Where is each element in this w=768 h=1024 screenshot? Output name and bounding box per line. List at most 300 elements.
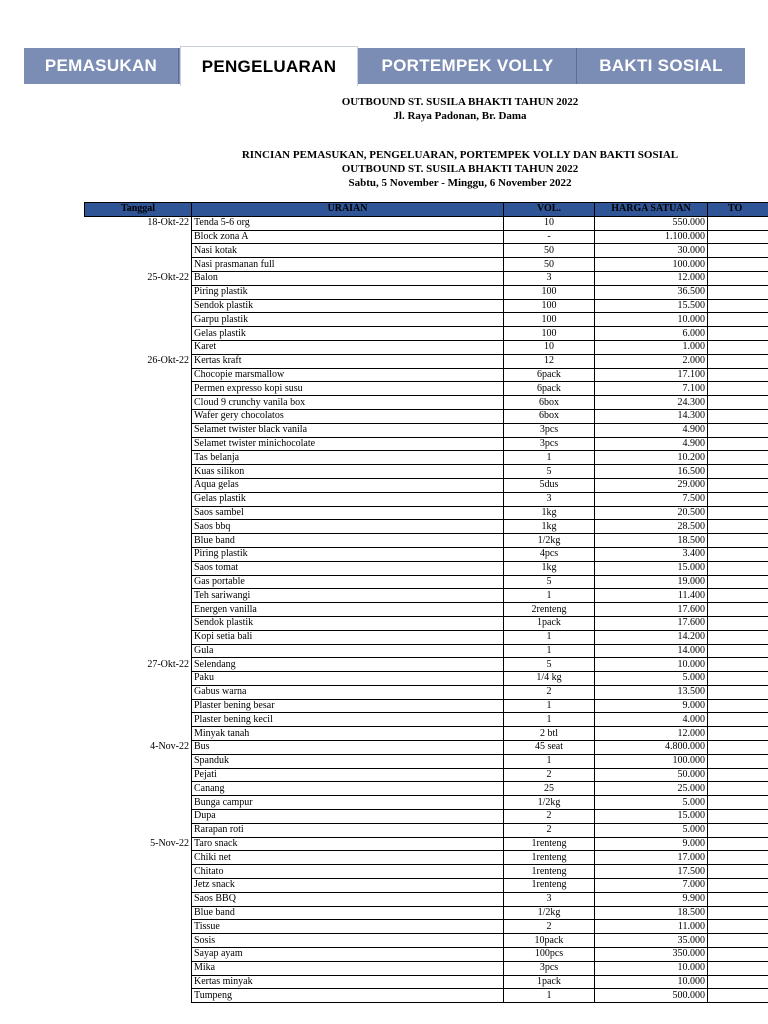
cell-description[interactable]: Mika — [192, 961, 504, 975]
cell-unit-price[interactable]: 9.900 — [595, 892, 708, 906]
cell-total[interactable] — [708, 258, 768, 272]
cell-date[interactable] — [85, 796, 192, 810]
cell-total[interactable] — [708, 768, 768, 782]
cell-total[interactable] — [708, 520, 768, 534]
cell-total[interactable] — [708, 589, 768, 603]
cell-description[interactable]: Spanduk — [192, 754, 504, 768]
cell-description[interactable]: Block zona A — [192, 230, 504, 244]
cell-volume[interactable]: 1 — [504, 589, 595, 603]
cell-total[interactable] — [708, 465, 768, 479]
cell-total[interactable] — [708, 948, 768, 962]
cell-total[interactable] — [708, 506, 768, 520]
cell-volume[interactable]: - — [504, 230, 595, 244]
cell-volume[interactable]: 1kg — [504, 506, 595, 520]
cell-total[interactable] — [708, 989, 768, 1003]
cell-date[interactable] — [85, 589, 192, 603]
cell-total[interactable] — [708, 754, 768, 768]
cell-description[interactable]: Energen vanilla — [192, 603, 504, 617]
cell-unit-price[interactable]: 6.000 — [595, 327, 708, 341]
cell-unit-price[interactable]: 1.000 — [595, 340, 708, 354]
cell-unit-price[interactable]: 10.000 — [595, 313, 708, 327]
cell-description[interactable]: Blue band — [192, 534, 504, 548]
cell-description[interactable]: Saos bbq — [192, 520, 504, 534]
cell-unit-price[interactable]: 17.000 — [595, 851, 708, 865]
cell-volume[interactable]: 1kg — [504, 520, 595, 534]
cell-description[interactable]: Bunga campur — [192, 796, 504, 810]
table-row — [85, 920, 768, 934]
tab-pemasukan[interactable]: PEMASUKAN — [24, 48, 179, 84]
table-row — [85, 451, 768, 465]
cell-volume[interactable]: 100 — [504, 285, 595, 299]
cell-total[interactable] — [708, 906, 768, 920]
cell-description[interactable]: Saos sambel — [192, 506, 504, 520]
cell-unit-price[interactable]: 7.100 — [595, 382, 708, 396]
cell-unit-price[interactable]: 29.000 — [595, 478, 708, 492]
cell-unit-price[interactable]: 12.000 — [595, 727, 708, 741]
table-row — [85, 768, 768, 782]
cell-total[interactable] — [708, 837, 768, 851]
cell-total[interactable] — [708, 672, 768, 686]
cell-description[interactable]: Saos tomat — [192, 561, 504, 575]
cell-description[interactable]: Sosis — [192, 934, 504, 948]
cell-description[interactable]: Gas portable — [192, 575, 504, 589]
cell-total[interactable] — [708, 934, 768, 948]
cell-date[interactable] — [85, 892, 192, 906]
cell-volume[interactable]: 3pcs — [504, 437, 595, 451]
cell-unit-price[interactable]: 17.500 — [595, 865, 708, 879]
table-row — [85, 561, 768, 575]
cell-unit-price[interactable]: 15.500 — [595, 299, 708, 313]
cell-volume[interactable]: 2 btl — [504, 727, 595, 741]
cell-unit-price[interactable]: 4.800.000 — [595, 741, 708, 755]
cell-volume[interactable]: 2 — [504, 810, 595, 824]
cell-volume[interactable]: 1 — [504, 713, 595, 727]
cell-date[interactable] — [85, 575, 192, 589]
cell-total[interactable] — [708, 271, 768, 285]
cell-total[interactable] — [708, 713, 768, 727]
cell-description[interactable]: Chocopie marsmallow — [192, 368, 504, 382]
cell-description[interactable]: Rarapan roti — [192, 823, 504, 837]
cell-unit-price[interactable]: 17.600 — [595, 603, 708, 617]
cell-description[interactable]: Tissue — [192, 920, 504, 934]
cell-total[interactable] — [708, 327, 768, 341]
cell-total[interactable] — [708, 437, 768, 451]
cell-unit-price[interactable]: 18.500 — [595, 534, 708, 548]
cell-total[interactable] — [708, 409, 768, 423]
cell-description[interactable]: Pejati — [192, 768, 504, 782]
cell-date[interactable] — [85, 285, 192, 299]
cell-date[interactable] — [85, 851, 192, 865]
cell-date[interactable] — [85, 672, 192, 686]
cell-description[interactable]: Selamet twister black vanila — [192, 423, 504, 437]
cell-date[interactable] — [85, 244, 192, 258]
table-row — [85, 906, 768, 920]
cell-date[interactable]: 4-Nov-22 — [150, 741, 189, 753]
cell-unit-price[interactable]: 11.000 — [595, 920, 708, 934]
cell-total[interactable] — [708, 727, 768, 741]
cell-unit-price[interactable]: 18.500 — [595, 906, 708, 920]
cell-unit-price[interactable]: 5.000 — [595, 796, 708, 810]
cell-date[interactable] — [85, 782, 192, 796]
cell-description[interactable]: Kertas kraft — [192, 354, 504, 368]
cell-unit-price[interactable]: 16.500 — [595, 465, 708, 479]
cell-description[interactable]: Gelas plastik — [192, 327, 504, 341]
cell-unit-price[interactable]: 5.000 — [595, 672, 708, 686]
cell-volume[interactable]: 1renteng — [504, 851, 595, 865]
table-row — [85, 216, 768, 230]
tab-portempek-volly[interactable]: PORTEMPEK VOLLY — [359, 48, 577, 84]
cell-unit-price[interactable]: 30.000 — [595, 244, 708, 258]
cell-volume[interactable]: 5 — [504, 575, 595, 589]
cell-date[interactable] — [85, 879, 192, 893]
cell-description[interactable]: Taro snack — [192, 837, 504, 851]
cell-volume[interactable]: 2 — [504, 685, 595, 699]
cell-unit-price[interactable]: 4.900 — [595, 437, 708, 451]
cell-date[interactable] — [85, 327, 192, 341]
cell-total[interactable] — [708, 299, 768, 313]
cell-total[interactable] — [708, 534, 768, 548]
cell-volume[interactable]: 100 — [504, 299, 595, 313]
cell-date[interactable] — [85, 754, 192, 768]
cell-volume[interactable]: 1 — [504, 630, 595, 644]
cell-unit-price[interactable]: 28.500 — [595, 520, 708, 534]
cell-description[interactable]: Piring plastik — [192, 285, 504, 299]
cell-total[interactable] — [708, 575, 768, 589]
cell-volume[interactable]: 10 — [504, 216, 595, 230]
table-row — [85, 589, 768, 603]
cell-volume[interactable]: 5 — [504, 465, 595, 479]
cell-unit-price[interactable]: 9.000 — [595, 699, 708, 713]
cell-description[interactable]: Wafer gery chocolatos — [192, 409, 504, 423]
cell-volume[interactable]: 1 — [504, 754, 595, 768]
cell-description[interactable]: Kertas minyak — [192, 975, 504, 989]
cell-volume[interactable]: 50 — [504, 244, 595, 258]
cell-total[interactable] — [708, 685, 768, 699]
cell-volume[interactable]: 1/4 kg — [504, 672, 595, 686]
cell-unit-price[interactable]: 24.300 — [595, 396, 708, 410]
cell-total[interactable] — [708, 630, 768, 644]
cell-description[interactable]: Gula — [192, 644, 504, 658]
cell-volume[interactable]: 4pcs — [504, 547, 595, 561]
cell-date[interactable] — [85, 865, 192, 879]
cell-date[interactable] — [85, 975, 192, 989]
cell-description[interactable]: Permen expresso kopi susu — [192, 382, 504, 396]
cell-description[interactable]: Gelas plastik — [192, 492, 504, 506]
cell-description[interactable]: Selamet twister minichocolate — [192, 437, 504, 451]
cell-unit-price[interactable]: 36.500 — [595, 285, 708, 299]
cell-description[interactable]: Tumpeng — [192, 989, 504, 1003]
cell-unit-price[interactable]: 17.100 — [595, 368, 708, 382]
tab-bakti-sosial[interactable]: BAKTI SOSIAL — [599, 56, 723, 75]
cell-total[interactable] — [708, 810, 768, 824]
cell-date[interactable] — [85, 492, 192, 506]
cell-total[interactable] — [708, 865, 768, 879]
cell-volume[interactable]: 2 — [504, 920, 595, 934]
cell-unit-price[interactable]: 15.000 — [595, 561, 708, 575]
cell-date[interactable] — [85, 934, 192, 948]
cell-date[interactable] — [85, 506, 192, 520]
cell-volume[interactable]: 6pack — [504, 368, 595, 382]
cell-total[interactable] — [708, 451, 768, 465]
cell-total[interactable] — [708, 975, 768, 989]
cell-date[interactable] — [85, 644, 192, 658]
cell-volume[interactable]: 10 — [504, 340, 595, 354]
table-row — [85, 644, 768, 658]
cell-total[interactable] — [708, 741, 768, 755]
cell-description[interactable]: Blue band — [192, 906, 504, 920]
cell-date[interactable] — [85, 920, 192, 934]
cell-volume[interactable]: 1/2kg — [504, 534, 595, 548]
cell-description[interactable]: Garpu plastik — [192, 313, 504, 327]
cell-total[interactable] — [708, 561, 768, 575]
cell-description[interactable]: Cloud 9 crunchy vanila box — [192, 396, 504, 410]
cell-date[interactable] — [85, 810, 192, 824]
cell-total[interactable] — [708, 368, 768, 382]
cell-total[interactable] — [708, 423, 768, 437]
cell-unit-price[interactable]: 12.000 — [595, 271, 708, 285]
cell-description[interactable]: Sendok plastik — [192, 616, 504, 630]
cell-date[interactable] — [85, 547, 192, 561]
cell-description[interactable]: Tas belanja — [192, 451, 504, 465]
cell-description[interactable]: Kuas silikon — [192, 465, 504, 479]
cell-unit-price[interactable]: 350.000 — [595, 948, 708, 962]
cell-total[interactable] — [708, 920, 768, 934]
cell-unit-price[interactable]: 19.000 — [595, 575, 708, 589]
cell-date[interactable] — [85, 299, 192, 313]
cell-date[interactable] — [85, 340, 192, 354]
cell-date[interactable] — [85, 961, 192, 975]
cell-unit-price[interactable]: 11.400 — [595, 589, 708, 603]
cell-total[interactable] — [708, 823, 768, 837]
cell-unit-price[interactable]: 7.000 — [595, 879, 708, 893]
cell-volume[interactable]: 1/2kg — [504, 906, 595, 920]
cell-date[interactable]: 27-Okt-22 — [147, 658, 189, 670]
cell-unit-price[interactable]: 500.000 — [595, 989, 708, 1003]
cell-unit-price[interactable]: 17.600 — [595, 616, 708, 630]
cell-date[interactable] — [85, 368, 192, 382]
cell-total[interactable] — [708, 851, 768, 865]
cell-volume[interactable]: 12 — [504, 354, 595, 368]
table-row — [85, 975, 768, 989]
cell-volume[interactable]: 1 — [504, 451, 595, 465]
cell-volume[interactable]: 10pack — [504, 934, 595, 948]
cell-volume[interactable]: 1 — [504, 699, 595, 713]
cell-unit-price[interactable]: 100.000 — [595, 754, 708, 768]
cell-unit-price[interactable]: 14.200 — [595, 630, 708, 644]
cell-unit-price[interactable]: 550.000 — [595, 216, 708, 230]
cell-description[interactable]: Teh sariwangi — [192, 589, 504, 603]
cell-date[interactable] — [85, 630, 192, 644]
cell-total[interactable] — [708, 492, 768, 506]
cell-description[interactable]: Nasi kotak — [192, 244, 504, 258]
cell-description[interactable]: Piring plastik — [192, 547, 504, 561]
cell-volume[interactable]: 25 — [504, 782, 595, 796]
cell-unit-price[interactable]: 10.200 — [595, 451, 708, 465]
cell-volume[interactable]: 1/2kg — [504, 796, 595, 810]
cell-volume[interactable]: 50 — [504, 258, 595, 272]
cell-volume[interactable]: 1renteng — [504, 865, 595, 879]
cell-date[interactable] — [85, 727, 192, 741]
cell-unit-price[interactable]: 5.000 — [595, 823, 708, 837]
table-row — [85, 285, 768, 299]
cell-description[interactable]: Plaster bening kecil — [192, 713, 504, 727]
cell-unit-price[interactable]: 3.400 — [595, 547, 708, 561]
cell-total[interactable] — [708, 796, 768, 810]
cell-total[interactable] — [708, 230, 768, 244]
cell-unit-price[interactable]: 10.000 — [595, 961, 708, 975]
cell-description[interactable]: Plaster bening besar — [192, 699, 504, 713]
cell-date[interactable] — [85, 230, 192, 244]
cell-date[interactable] — [85, 409, 192, 423]
cell-description[interactable]: Aqua gelas — [192, 478, 504, 492]
cell-volume[interactable]: 6pack — [504, 382, 595, 396]
cell-date[interactable] — [85, 823, 192, 837]
cell-description[interactable]: Balon — [192, 271, 504, 285]
cell-total[interactable] — [708, 879, 768, 893]
cell-total[interactable] — [708, 603, 768, 617]
cell-unit-price[interactable]: 35.000 — [595, 934, 708, 948]
cell-description[interactable]: Paku — [192, 672, 504, 686]
cell-unit-price[interactable]: 13.500 — [595, 685, 708, 699]
cell-unit-price[interactable]: 4.000 — [595, 713, 708, 727]
cell-total[interactable] — [708, 644, 768, 658]
cell-description[interactable]: Gabus warna — [192, 685, 504, 699]
cell-unit-price[interactable]: 20.500 — [595, 506, 708, 520]
cell-date[interactable] — [85, 699, 192, 713]
cell-volume[interactable]: 1 — [504, 644, 595, 658]
cell-date[interactable] — [85, 534, 192, 548]
cell-unit-price[interactable]: 100.000 — [595, 258, 708, 272]
tab-pengeluaran[interactable]: PENGELUARAN — [180, 46, 358, 86]
cell-description[interactable]: Sayap ayam — [192, 948, 504, 962]
cell-unit-price[interactable]: 2.000 — [595, 354, 708, 368]
cell-unit-price[interactable]: 14.300 — [595, 409, 708, 423]
cell-total[interactable] — [708, 313, 768, 327]
cell-unit-price[interactable]: 25.000 — [595, 782, 708, 796]
cell-volume[interactable]: 2 — [504, 823, 595, 837]
cell-total[interactable] — [708, 699, 768, 713]
cell-description[interactable]: Kopi setia bali — [192, 630, 504, 644]
table-row — [85, 851, 768, 865]
cell-total[interactable] — [708, 244, 768, 258]
cell-description[interactable]: Sendok plastik — [192, 299, 504, 313]
cell-volume[interactable]: 2renteng — [504, 603, 595, 617]
cell-volume[interactable]: 45 seat — [504, 741, 595, 755]
cell-total[interactable] — [708, 340, 768, 354]
cell-total[interactable] — [708, 354, 768, 368]
cell-unit-price[interactable]: 1.100.000 — [595, 230, 708, 244]
cell-date[interactable]: 18-Okt-22 — [147, 217, 189, 229]
cell-date[interactable] — [85, 478, 192, 492]
cell-description[interactable]: Canang — [192, 782, 504, 796]
cell-volume[interactable]: 100pcs — [504, 948, 595, 962]
cell-date[interactable]: 5-Nov-22 — [150, 838, 189, 850]
cell-unit-price[interactable]: 4.900 — [595, 423, 708, 437]
cell-description[interactable]: Minyak tanah — [192, 727, 504, 741]
cell-volume[interactable]: 1renteng — [504, 879, 595, 893]
cell-date[interactable]: 25-Okt-22 — [147, 272, 189, 284]
cell-total[interactable] — [708, 616, 768, 630]
cell-total[interactable] — [708, 478, 768, 492]
cell-date[interactable] — [85, 906, 192, 920]
cell-volume[interactable]: 3 — [504, 271, 595, 285]
cell-total[interactable] — [708, 216, 768, 230]
cell-description[interactable]: Nasi prasmanan full — [192, 258, 504, 272]
cell-date[interactable] — [85, 561, 192, 575]
cell-total[interactable] — [708, 396, 768, 410]
cell-volume[interactable]: 1pack — [504, 975, 595, 989]
cell-date[interactable]: 26-Okt-22 — [147, 355, 189, 367]
cell-date[interactable] — [85, 989, 192, 1003]
cell-date[interactable] — [85, 948, 192, 962]
cell-unit-price[interactable]: 10.000 — [595, 975, 708, 989]
cell-date[interactable] — [85, 437, 192, 451]
cell-unit-price[interactable]: 50.000 — [595, 768, 708, 782]
cell-volume[interactable]: 3pcs — [504, 961, 595, 975]
cell-total[interactable] — [708, 658, 768, 672]
cell-unit-price[interactable]: 7.500 — [595, 492, 708, 506]
cell-date[interactable] — [85, 313, 192, 327]
cell-date[interactable] — [85, 685, 192, 699]
cell-volume[interactable]: 1pack — [504, 616, 595, 630]
cell-volume[interactable]: 2 — [504, 768, 595, 782]
cell-volume[interactable]: 5dus — [504, 478, 595, 492]
cell-volume[interactable]: 100 — [504, 313, 595, 327]
cell-date[interactable] — [85, 258, 192, 272]
cell-description[interactable]: Jetz snack — [192, 879, 504, 893]
cell-description[interactable]: Karet — [192, 340, 504, 354]
cell-total[interactable] — [708, 547, 768, 561]
cell-description[interactable]: Saos BBQ — [192, 892, 504, 906]
cell-date[interactable] — [85, 382, 192, 396]
cell-volume[interactable]: 6box — [504, 396, 595, 410]
cell-volume[interactable]: 3 — [504, 492, 595, 506]
cell-date[interactable] — [85, 768, 192, 782]
cell-unit-price[interactable]: 10.000 — [595, 658, 708, 672]
cell-date[interactable] — [85, 451, 192, 465]
cell-volume[interactable]: 1kg — [504, 561, 595, 575]
cell-date[interactable] — [85, 465, 192, 479]
cell-unit-price[interactable]: 9.000 — [595, 837, 708, 851]
cell-volume[interactable]: 3pcs — [504, 423, 595, 437]
cell-volume[interactable]: 6box — [504, 409, 595, 423]
cell-description[interactable]: Selendang — [192, 658, 504, 672]
cell-date[interactable] — [85, 713, 192, 727]
cell-volume[interactable]: 1 — [504, 989, 595, 1003]
cell-date[interactable] — [85, 616, 192, 630]
cell-date[interactable] — [85, 603, 192, 617]
cell-total[interactable] — [708, 382, 768, 396]
cell-description[interactable]: Tenda 5-6 org — [192, 216, 504, 230]
cell-description[interactable]: Chitato — [192, 865, 504, 879]
cell-total[interactable] — [708, 892, 768, 906]
cell-total[interactable] — [708, 285, 768, 299]
cell-volume[interactable]: 100 — [504, 327, 595, 341]
cell-volume[interactable]: 1renteng — [504, 837, 595, 851]
cell-unit-price[interactable]: 15.000 — [595, 810, 708, 824]
cell-date[interactable] — [85, 520, 192, 534]
cell-description[interactable]: Chiki net — [192, 851, 504, 865]
cell-volume[interactable]: 3 — [504, 892, 595, 906]
cell-volume[interactable]: 5 — [504, 658, 595, 672]
cell-date[interactable] — [85, 423, 192, 437]
cell-description[interactable]: Bus — [192, 741, 504, 755]
cell-total[interactable] — [708, 961, 768, 975]
cell-description[interactable]: Dupa — [192, 810, 504, 824]
cell-unit-price[interactable]: 14.000 — [595, 644, 708, 658]
cell-date[interactable] — [85, 396, 192, 410]
cell-total[interactable] — [708, 782, 768, 796]
